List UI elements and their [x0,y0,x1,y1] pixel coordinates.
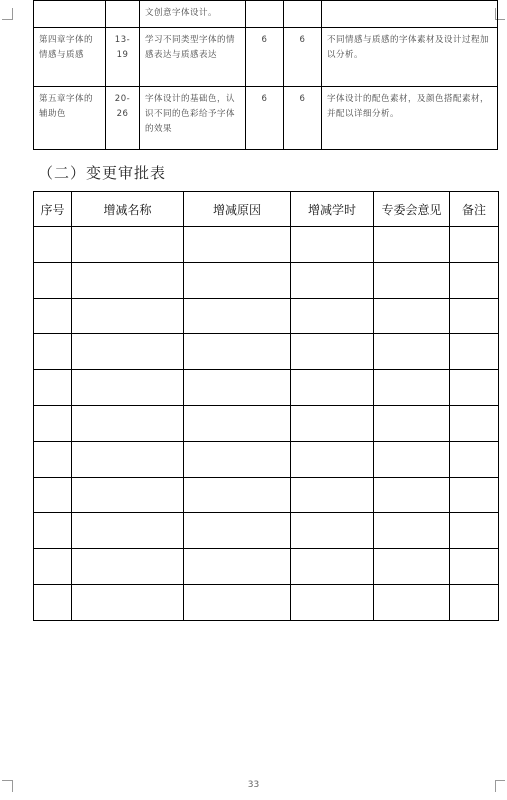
empty-cell[interactable] [450,549,499,585]
empty-cell[interactable] [184,227,291,263]
empty-cell[interactable] [450,262,499,298]
change-approval-table [33,191,498,621]
empty-cell[interactable] [184,262,291,298]
column-header: 序号 [34,192,72,227]
table-row [34,441,499,477]
crop-mark [2,19,13,20]
column-header: 增减原因 [184,192,291,227]
empty-cell[interactable] [72,513,184,549]
empty-cell[interactable] [291,405,374,441]
empty-cell[interactable] [72,441,184,477]
table-row [34,298,499,334]
table-row [34,549,499,585]
empty-cell[interactable] [374,477,450,513]
table-row [34,334,499,370]
column-header: 专委会意见 [374,192,450,227]
empty-cell[interactable] [184,370,291,406]
empty-cell[interactable] [184,298,291,334]
table-row [34,28,498,87]
table-row [34,513,499,549]
column-header: 增减名称 [72,192,184,227]
table-header-row [34,192,499,227]
chapter-cell: 第五章字体的辅助色 [34,87,106,150]
empty-cell[interactable] [291,334,374,370]
empty-cell[interactable] [72,298,184,334]
empty-cell[interactable] [72,227,184,263]
empty-cell[interactable] [34,227,72,263]
hours-cell: 6 [284,28,322,87]
empty-cell[interactable] [450,227,499,263]
column-header: 增减学时 [291,192,374,227]
empty-cell[interactable] [291,370,374,406]
empty-cell[interactable] [374,513,450,549]
empty-cell[interactable] [374,584,450,620]
empty-cell[interactable] [450,405,499,441]
empty-cell[interactable] [72,584,184,620]
empty-cell[interactable] [450,513,499,549]
table-row [34,262,499,298]
empty-cell[interactable] [374,370,450,406]
content-cell: 学习不同类型字体的情感表达与质感表达 [140,28,246,87]
empty-cell[interactable] [291,584,374,620]
table-row [34,584,499,620]
empty-cell[interactable] [34,584,72,620]
empty-cell[interactable] [34,298,72,334]
weeks-cell: 20-26 [106,87,140,150]
empty-cell[interactable] [34,549,72,585]
empty-cell[interactable] [72,405,184,441]
empty-cell[interactable] [374,549,450,585]
table-row [34,477,499,513]
empty-cell[interactable] [450,441,499,477]
hours-cell: 6 [284,87,322,150]
empty-cell[interactable] [34,262,72,298]
empty-cell[interactable] [374,441,450,477]
content-cell: 文创意字体设计。 [140,1,246,28]
notes-cell: 字体设计的配色素材，及颜色搭配素材，并配以详细分析。 [322,87,498,150]
page-number: 33 [247,780,260,790]
column-header: 备注 [450,192,499,227]
empty-cell[interactable] [291,227,374,263]
empty-cell[interactable] [72,262,184,298]
empty-cell[interactable] [374,405,450,441]
section-title: （二）变更审批表 [38,164,167,182]
empty-cell[interactable] [72,549,184,585]
empty-cell[interactable] [291,477,374,513]
empty-cell[interactable] [450,370,499,406]
hours-cell: 6 [246,87,284,150]
empty-cell[interactable] [374,227,450,263]
empty-cell[interactable] [72,477,184,513]
empty-cell[interactable] [450,298,499,334]
empty-cell[interactable] [184,441,291,477]
empty-cell[interactable] [291,298,374,334]
empty-cell[interactable] [184,549,291,585]
empty-cell[interactable] [34,513,72,549]
empty-cell[interactable] [184,334,291,370]
empty-cell[interactable] [450,584,499,620]
table-row [34,87,498,150]
empty-cell[interactable] [374,262,450,298]
empty-cell[interactable] [450,334,499,370]
empty-cell[interactable] [374,298,450,334]
empty-cell[interactable] [291,513,374,549]
weeks-cell: 13-19 [106,28,140,87]
empty-cell[interactable] [72,370,184,406]
empty-cell[interactable] [291,262,374,298]
empty-cell[interactable] [34,477,72,513]
content-cell: 字体设计的基础色，认识不同的色彩给予字体的效果 [140,87,246,150]
chapter-cell: 第四章字体的情感与质感 [34,28,106,87]
course-schedule-table [33,0,497,157]
table-row [34,370,499,406]
hours-cell: 6 [246,28,284,87]
empty-cell[interactable] [34,334,72,370]
empty-cell[interactable] [291,549,374,585]
empty-cell[interactable] [184,477,291,513]
empty-cell[interactable] [184,584,291,620]
empty-cell[interactable] [34,370,72,406]
empty-cell[interactable] [34,405,72,441]
empty-cell[interactable] [184,405,291,441]
table-row [34,405,499,441]
empty-cell[interactable] [34,441,72,477]
empty-cell[interactable] [291,441,374,477]
notes-cell: 不同情感与质感的字体素材及设计过程加以分析。 [322,28,498,87]
table-row [34,227,499,263]
empty-cell[interactable] [184,513,291,549]
empty-cell[interactable] [450,477,499,513]
table-row [34,1,498,28]
empty-cell[interactable] [72,334,184,370]
empty-cell[interactable] [374,334,450,370]
